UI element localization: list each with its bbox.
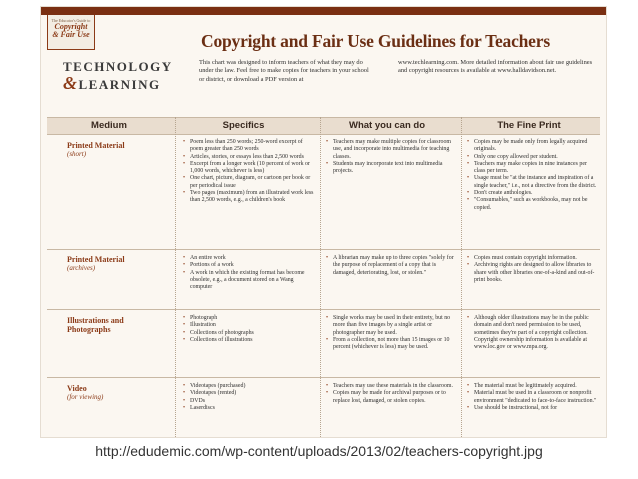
list-item: • Videotapes (rented) <box>183 390 317 397</box>
medium-label: Video <box>67 384 87 393</box>
list-item: • DVDs <box>183 398 317 405</box>
intro-text-right: www.techlearning.com. More detailed information about fair use guidelines and copyright resources is available at www.halldavidson.net. <box>398 59 593 75</box>
list-item: • Portions of a work <box>183 262 317 269</box>
list-item: • Copies may be made for archival purposes or to replace lost, damaged, or stolen copies. <box>326 390 456 405</box>
list-item: • Teachers may use these materials in the classroom. <box>326 383 456 390</box>
list-item: • Students may incorporate text into multimedia projects. <box>326 161 456 176</box>
column-divider <box>320 117 321 437</box>
row-medium-video <box>67 384 103 402</box>
row-divider <box>47 377 600 378</box>
row-medium-printed-short <box>67 141 125 159</box>
list-item: • One chart, picture, diagram, or cartoon per book or per periodical issue <box>183 175 317 190</box>
list-item: • Teachers may make copies in nine instances per class per term. <box>467 161 599 176</box>
column-divider <box>461 117 462 437</box>
list-item: • Only one copy allowed per student. <box>467 154 599 161</box>
fine-print-cell <box>467 139 599 212</box>
row-medium-illustrations <box>67 316 167 334</box>
list-item: • From a collection, not more than 15 images or 10 percent (whichever is less) may be used. <box>326 337 456 352</box>
logo-line-2-text: LEARNING <box>78 77 161 92</box>
medium-sublabel: (for viewing) <box>67 393 104 401</box>
list-item: • Archiving rights are designed to allow libraries to share with other libraries one-of-a-kind and out-of-print books. <box>467 262 599 284</box>
can-do-cell <box>326 139 456 175</box>
can-do-cell <box>326 255 456 277</box>
specifics-cell <box>183 255 317 291</box>
list-item: • Collections of photographs <box>183 330 317 337</box>
source-url-caption: http://edudemic.com/wp-content/uploads/2013/02/teachers-copyright.jpg <box>95 443 543 459</box>
seal-line-1: The Educator's Guide to <box>51 18 91 23</box>
list-item: • Two pages (maximum) from an illustrated work less than 2,500 words, e.g., a children's book <box>183 190 317 205</box>
list-item: • Copies must contain copyright information. <box>467 255 599 262</box>
list-item: • Teachers may make multiple copies for classroom use, and incorporate into multimedia for teaching classes. <box>326 139 456 161</box>
fine-print-cell <box>467 315 599 351</box>
list-item: • Videotapes (purchased) <box>183 383 317 390</box>
technology-learning-logo <box>63 59 183 94</box>
logo-line-1: TECHNOLOGY <box>63 59 173 74</box>
medium-label: Printed Material <box>67 255 125 264</box>
list-item: • Don't create anthologies. <box>467 190 599 197</box>
seal-line-2: Copyright <box>54 22 88 31</box>
specifics-cell <box>183 383 317 412</box>
logo-ampersand: & <box>63 73 79 93</box>
medium-label: Illustrations and Photographs <box>67 316 124 334</box>
top-color-bar <box>41 7 606 15</box>
list-item: • A librarian may make up to three copies "solely for the purpose of replacement of a copy that is damaged, deteriorating, lost, or stolen." <box>326 255 456 277</box>
list-item: • Single works may be used in their entirety, but no more than five images by a single artist or photographer may be used. <box>326 315 456 337</box>
row-divider <box>47 249 600 250</box>
guide-seal-logo <box>47 15 95 50</box>
list-item: • Poem less than 250 words; 250-word excerpt of poem greater than 250 words <box>183 139 317 154</box>
list-item: • Illustration <box>183 322 317 329</box>
medium-sublabel: (archives) <box>67 264 96 272</box>
can-do-cell <box>326 383 456 405</box>
list-item: • The material must be legitimately acquired. <box>467 383 599 390</box>
list-item: • "Consumables," such as workbooks, may not be copied. <box>467 197 599 212</box>
fine-print-cell <box>467 383 599 412</box>
header-specifics: Specifics <box>171 117 316 135</box>
medium-sublabel: (short) <box>67 150 87 158</box>
specifics-cell <box>183 139 317 205</box>
list-item: • Laserdiscs <box>183 405 317 412</box>
list-item: • Copies may be made only from legally acquired originals. <box>467 139 599 154</box>
list-item: • Collections of illustrations <box>183 337 317 344</box>
seal-line-3: & Fair Use <box>52 30 90 39</box>
header-fine-print: The Fine Print <box>458 117 600 135</box>
list-item: • An entire work <box>183 255 317 262</box>
intro-text-left: This chart was designed to inform teachers of what they may do under the law. Feel free to make copies for teachers in your school or district, or download a PDF version at <box>199 59 369 83</box>
row-medium-printed-archives <box>67 255 125 273</box>
document-title: Copyright and Fair Use Guidelines for Teachers <box>201 31 550 51</box>
copyright-chart-document <box>40 6 607 438</box>
list-item: • Photograph <box>183 315 317 322</box>
header-medium: Medium <box>47 117 171 135</box>
header-what-you-can-do: What you can do <box>316 117 458 135</box>
list-item: • Material must be used in a classroom or nonprofit environment "dedicated to face-to-face instruction." <box>467 390 599 405</box>
medium-label: Printed Material <box>67 141 125 150</box>
list-item: • Usage must be "at the instance and inspiration of a single teacher," i.e., not a directive from the district. <box>467 175 599 190</box>
list-item: • Use should be instructional, not for <box>467 405 599 412</box>
list-item: • Articles, stories, or essays less than 2,500 words <box>183 154 317 161</box>
can-do-cell <box>326 315 456 351</box>
row-divider <box>47 309 600 310</box>
list-item: • A work in which the existing format has become obsolete, e.g., a document stored on a Wang computer <box>183 270 317 292</box>
list-item: • Excerpt from a longer work (10 percent of work or 1,000 words, whichever is less) <box>183 161 317 176</box>
fine-print-cell <box>467 255 599 284</box>
list-item: • Although older illustrations may be in the public domain and don't need permission to be used, sometimes they're part of a copyright collection. Copyright ownership information is available at www.loc.gov or www.mpa.org. <box>467 315 599 351</box>
specifics-cell <box>183 315 317 344</box>
column-divider <box>175 117 176 437</box>
logo-line-2 <box>63 73 183 94</box>
